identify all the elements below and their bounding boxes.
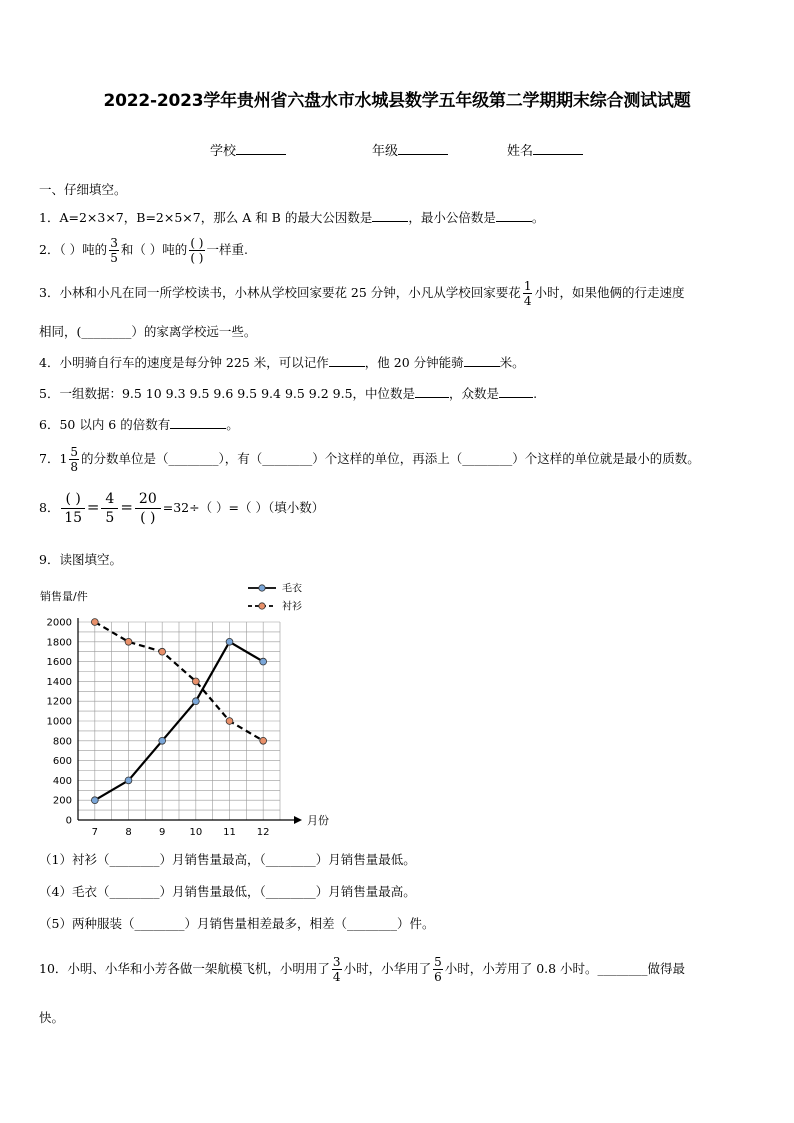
fraction: $\frac{1}{4}$ [523, 279, 532, 308]
fraction: $\frac{4}{5}$ [101, 492, 118, 525]
grade-label: 年级 [372, 144, 399, 159]
name-field [507, 140, 583, 159]
y-tick-labels [47, 618, 72, 827]
answer-blank[interactable] [170, 417, 226, 429]
data-point [260, 737, 267, 744]
school-blank[interactable] [236, 142, 286, 155]
data-point [226, 718, 233, 725]
question-10-cont: 快。 [39, 1010, 65, 1025]
question-9-5: （5）两种服装（________）月销售量相差最多，相差（________）件。 [39, 916, 435, 931]
y-axis-label: 销售量/件 [40, 590, 88, 603]
question-2: 2．（ ）吨的 $\frac{3}{5}$ 和（ ）吨的 $\frac{( )}{( )}$ 一样重. [39, 236, 248, 265]
answer-blank[interactable] [415, 386, 449, 398]
data-point [226, 638, 233, 645]
legend-marker [259, 603, 265, 609]
question-5: 5．一组数据：9.5 10 9.3 9.5 9.6 9.5 9.4 9.5 9.2 9.5，中位数是 ，众数是 . [39, 386, 538, 401]
name-label: 姓名 [507, 144, 534, 159]
y-tick-label: 600 [52, 756, 72, 768]
y-tick-label: 1200 [46, 696, 72, 708]
legend-label: 衬衫 [282, 601, 302, 613]
grade-blank[interactable] [398, 142, 448, 155]
y-tick-label: 0 [65, 815, 72, 827]
fraction: $\frac{( )}{15}$ [61, 492, 84, 525]
fraction: $\frac{3}{4}$ [332, 955, 341, 984]
page-title: 2022-2023学年贵州省六盘水市水城县数学五年级第二学期期末综合测试试题 [103, 91, 691, 111]
answer-blank[interactable] [464, 355, 500, 367]
question-3-cont: 相同，(________）的家离学校远一些。 [39, 324, 257, 339]
y-tick-label: 1400 [46, 676, 72, 688]
answer-blank[interactable] [329, 355, 365, 367]
question-8: 8． $\frac{( )}{15}$ = $\frac{4}{5}$ = $\frac{20}{( )}$ =32÷（ ）=（ ）（填小数） [39, 491, 325, 526]
y-tick-label: 200 [52, 795, 72, 807]
fraction: $\frac{20}{( )}$ [135, 492, 161, 525]
data-point [125, 777, 132, 784]
x-tick-label: 10 [189, 827, 203, 838]
data-point [159, 648, 166, 655]
chart-legend [248, 582, 302, 613]
fraction: $\frac{5}{8}$ [70, 445, 79, 474]
question-9-1: （1）衬衫（________）月销售量最高，（________）月销售量最低。 [39, 852, 416, 867]
x-tick-label: 7 [91, 827, 99, 838]
section-title: 一、仔细填空。 [39, 182, 127, 197]
x-axis-arrow [294, 816, 302, 824]
question-3: 3．小林和小凡在同一所学校读书，小林从学校回家要花 25 分钟，小凡从学校回家要花 $\frac{1}{4}$ 小时，如果他俩的行走速度 [39, 279, 685, 308]
question-1: 1．A=2×3×7，B=2×5×7，那么 A 和 B 的最大公因数是 ，最小公倍数是 。 [39, 210, 545, 225]
data-point [192, 678, 199, 685]
y-tick-label: 2000 [46, 617, 72, 629]
data-point [91, 797, 98, 804]
x-tick-label: 12 [256, 827, 270, 838]
legend-marker [259, 585, 265, 591]
fraction: $\frac{( )}{( )}$ [190, 236, 204, 265]
grade-field [372, 140, 448, 159]
x-tick-label: 9 [158, 827, 166, 838]
answer-blank[interactable] [372, 210, 408, 222]
fraction: $\frac{3}{5}$ [110, 236, 118, 265]
data-point [91, 619, 98, 626]
x-axis-label: 月份 [307, 814, 329, 827]
answer-blank[interactable] [499, 386, 533, 398]
question-6: 6．50 以内 6 的倍数有 。 [39, 417, 239, 432]
x-tick-label: 8 [125, 827, 132, 838]
school-label: 学校 [210, 144, 237, 159]
question-9: 9．读图填空。 [39, 552, 122, 567]
school-field [210, 140, 286, 159]
question-10: 10．小明、小华和小芳各做一架航模飞机，小明用了 $\frac{3}{4}$ 小时，小华用了 $\frac{5}{6}$ 小时，小芳用了 0.8 小时。________做得最 [39, 955, 686, 984]
fraction: $\frac{5}{6}$ [434, 955, 442, 984]
y-tick-label: 400 [52, 775, 72, 787]
y-tick-label: 1000 [46, 716, 72, 728]
question-4: 4．小明骑自行车的速度是每分钟 225 米，可以记作 ，他 20 分钟能骑 米。 [39, 355, 525, 370]
data-point [125, 638, 132, 645]
question-7: 7．1 $\frac{5}{8}$ 的分数单位是（________），有（________）个这样的单位，再添上（________）个这样的单位就是最小的质数。 [39, 445, 700, 474]
sales-line-chart [30, 580, 350, 838]
x-tick-label: 11 [223, 827, 236, 838]
data-point [260, 658, 267, 665]
data-point [192, 698, 199, 705]
y-tick-label: 1800 [46, 637, 72, 649]
legend-label: 毛衣 [282, 583, 302, 595]
answer-blank[interactable] [496, 210, 532, 222]
name-blank[interactable] [533, 142, 583, 155]
y-tick-label: 1600 [46, 657, 72, 669]
question-9-4: （4）毛衣（________）月销售量最低，（________）月销售量最高。 [39, 884, 416, 899]
y-tick-label: 800 [52, 736, 72, 748]
data-point [159, 737, 166, 744]
x-tick-labels [92, 827, 270, 838]
